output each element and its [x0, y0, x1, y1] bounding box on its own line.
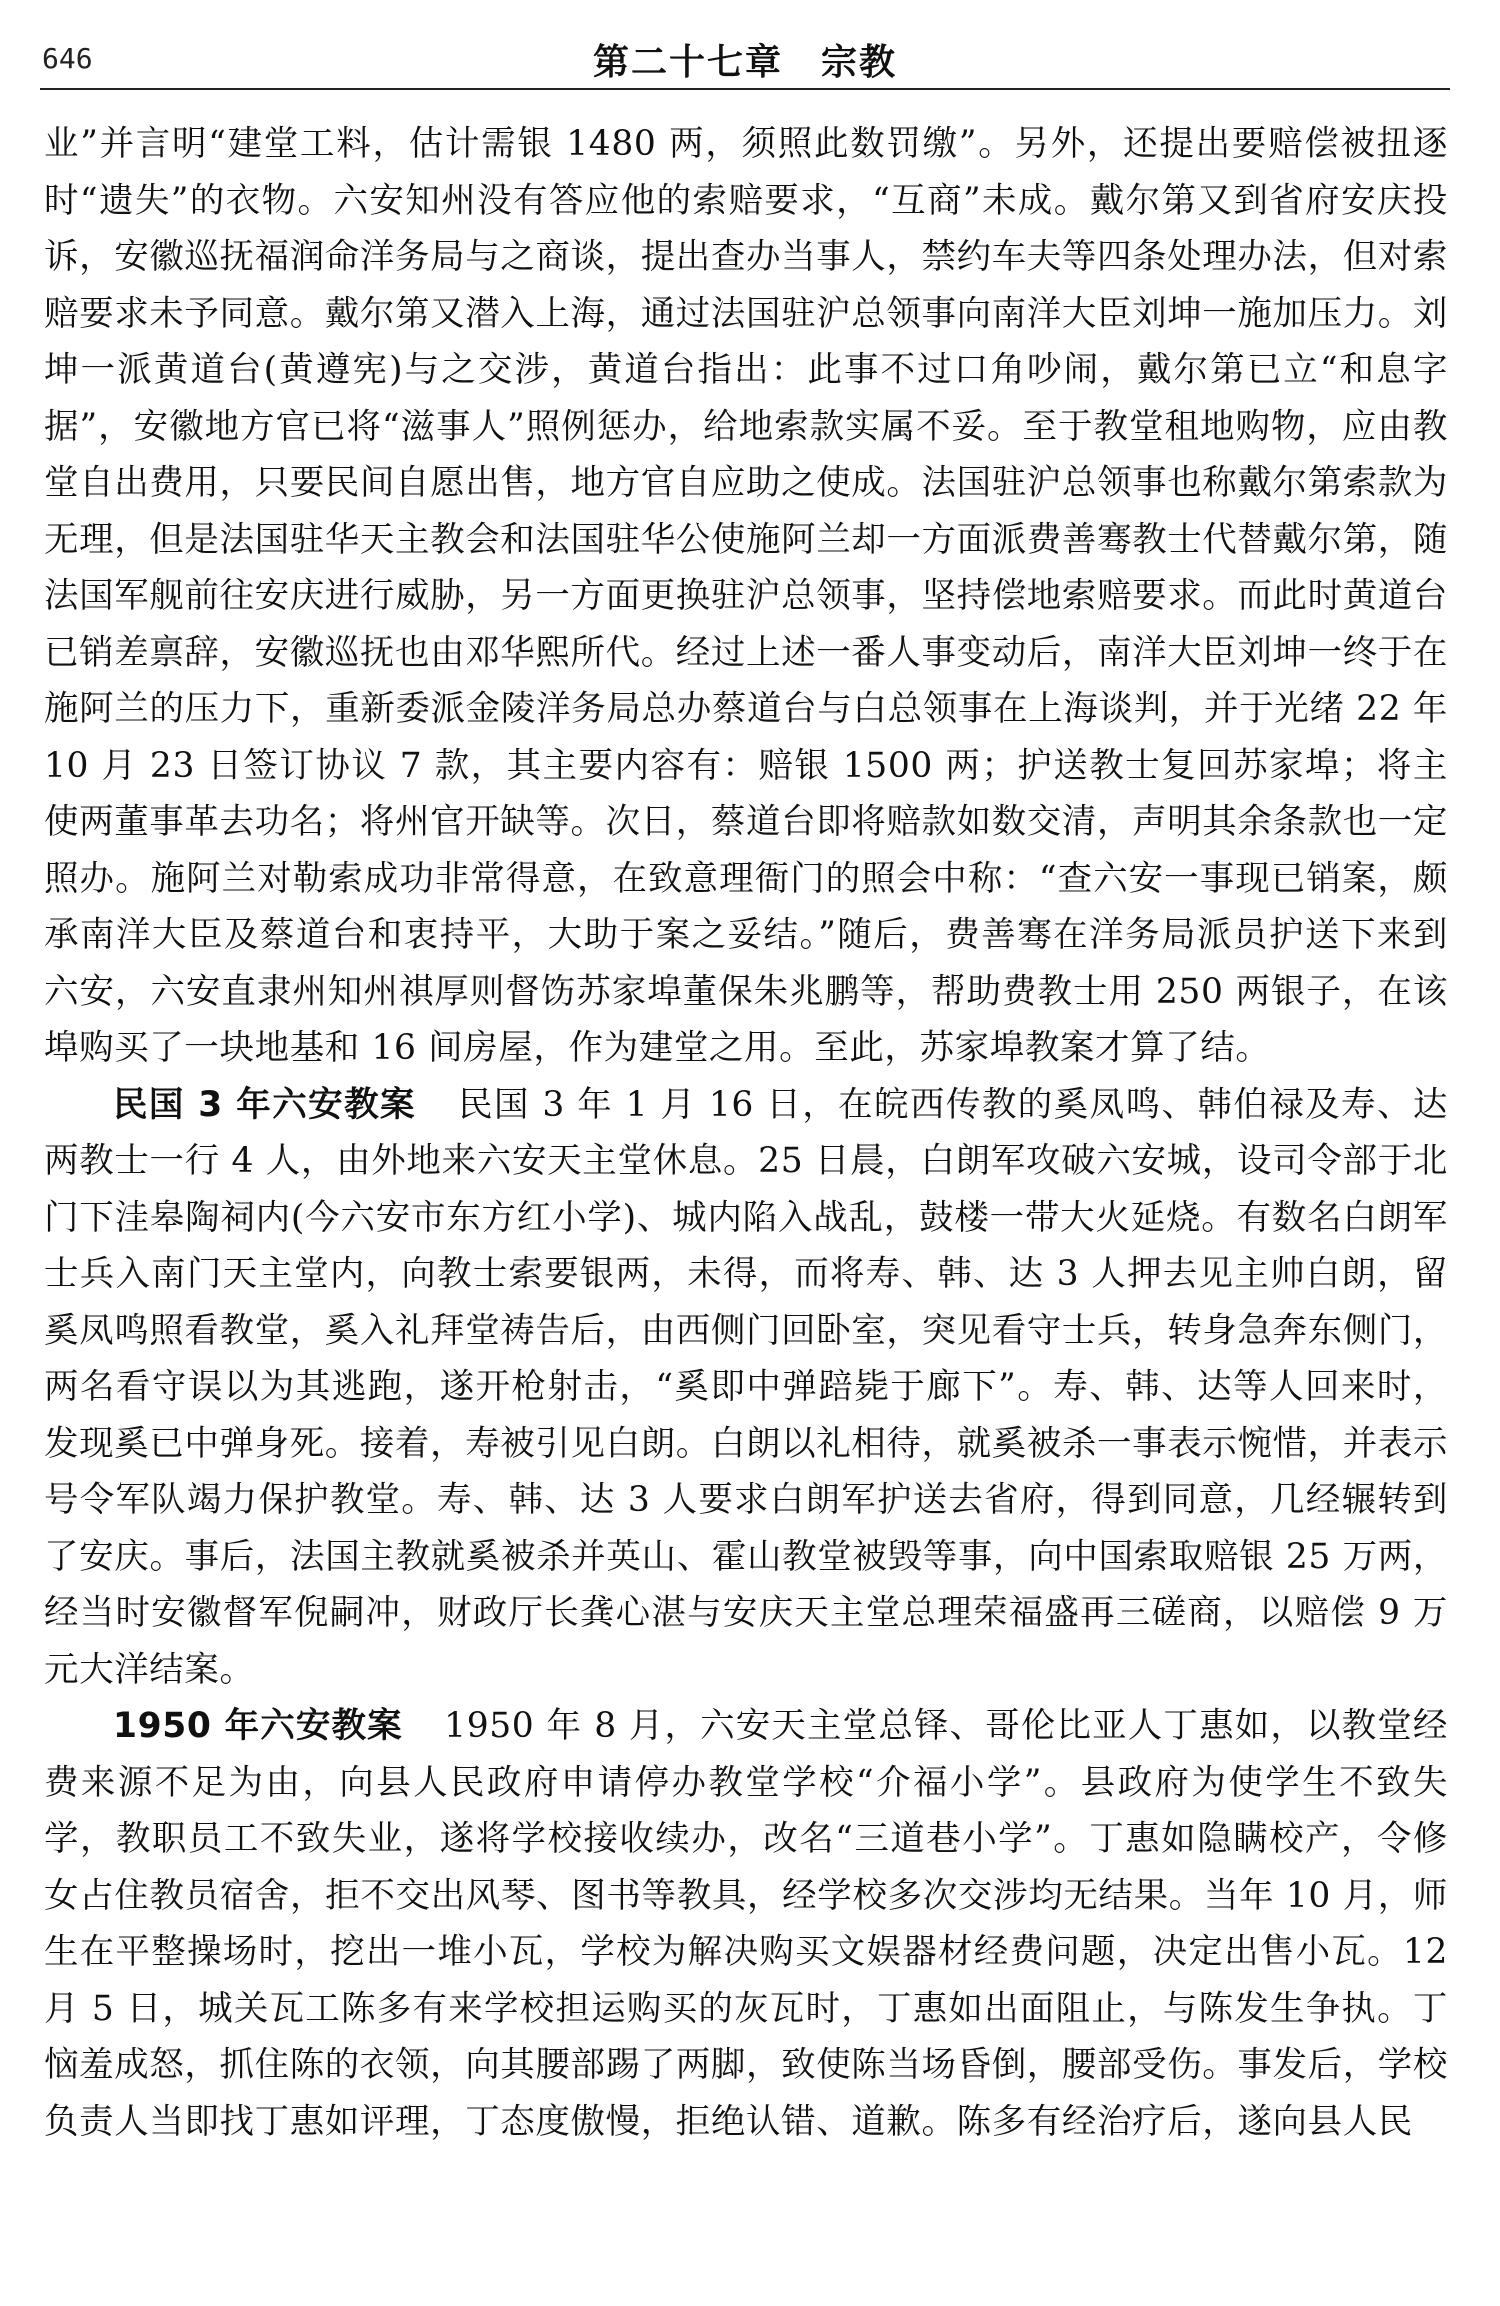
entry-paragraph-minguo-3	[44, 1077, 1448, 1699]
entry-paragraph-1950	[44, 1698, 1448, 2150]
running-title: 第二十七章 宗教	[592, 42, 897, 83]
paragraph-continuation	[44, 116, 1448, 1077]
body-text	[44, 116, 1448, 2150]
paragraph-text: 1950 年 8 月，六安天主堂总铎、哥伦比亚人丁惠如，以教堂经费来源不足为由，向县人民政府申请停办教堂学校“介福小学”。县政府为使学生不致失学，教职员工不致失业，遂将学校接收续办，改名“三道巷小学”。丁惠如隐瞒校产，令修女占住教员宿舍，拒不交出风琴、图书等教具，经学校多次交涉均无结果。当年 10 月，师生在平整操场时，挖出一堆小瓦，学校为解决购买文娱器材经费问题，决定出售小瓦。12 月 5 日，城关瓦工陈多有来学校担运购买的灰瓦时，丁惠如出面阻止，与陈发生争执。丁恼羞成怒，抓住陈的衣领，向其腰部踢了两脚，致使陈当场昏倒，腰部受伤。事发后，学校负责人当即找丁惠如评理，丁态度傲慢，拒绝认错、道歉。陈多有经治疗后，遂向县人民	[44, 1706, 1448, 2142]
page-number: 646	[42, 42, 93, 75]
entry-title: 1950 年六安教案	[113, 1706, 403, 1746]
paragraph-text: 民国 3 年 1 月 16 日，在皖西传教的奚凤鸣、韩伯禄及寿、达两教士一行 4 人，由外地来六安天主堂休息。25 日晨，白朗军攻破六安城，设司令部于北门下洼皋陶祠内(今六安市东方红小学)、城内陷入战乱，鼓楼一带大火延烧。有数名白朗军士兵入南门天主堂内，向教士索要银两，未得，而将寿、韩、达 3 人押去见主帅白朗，留奚凤鸣照看教堂，奚入礼拜堂祷告后，由西侧门回卧室，突见看守士兵，转身急奔东侧门，两名看守误以为其逃跑，遂开枪射击，“奚即中弹踣毙于廊下”。寿、韩、达等人回来时，发现奚已中弹身死。接着，寿被引见白朗。白朗以礼相待，就奚被杀一事表示惋惜，并表示号令军队竭力保护教堂。寿、韩、达 3 人要求白朗军护送去省府，得到同意，几经辗转到了安庆。事后，法国主教就奚被杀并英山、霍山教堂被毁等事，向中国索取赔银 25 万两，经当时安徽督军倪嗣冲，财政厅长龚心湛与安庆天主堂总理荣福盛再三磋商，以赔偿 9 万元大洋结案。	[44, 1084, 1448, 1690]
entry-title: 民国 3 年六安教案	[113, 1084, 416, 1125]
page-header	[40, 30, 1450, 90]
paragraph-text: 业”并言明“建堂工料，估计需银 1480 两，须照此数罚缴”。另外，还提出要赔偿被扭逐时“遗失”的衣物。六安知州没有答应他的索赔要求，“互商”未成。戴尔第又到省府安庆投诉，安徽巡抚福润命洋务局与之商谈，提出查办当事人，禁约车夫等四条处理办法，但对索赔要求未予同意。戴尔第又潜入上海，通过法国驻沪总领事向南洋大臣刘坤一施加压力。刘坤一派黄道台(黄遵宪)与之交涉，黄道台指出：此事不过口角吵闹，戴尔第已立“和息字据”，安徽地方官已将“滋事人”照例惩办，给地索款实属不妥。至于教堂租地购物，应由教堂自出费用，只要民间自愿出售，地方官自应助之使成。法国驻沪总领事也称戴尔第索款为无理，但是法国驻华天主教会和法国驻华公使施阿兰却一方面派费善骞教士代替戴尔第，随法国军舰前往安庆进行威胁，另一方面更换驻沪总领事，坚持偿地索赔要求。而此时黄道台已销差禀辞，安徽巡抚也由邓华熙所代。经过上述一番人事变动后，南洋大臣刘坤一终于在施阿兰的压力下，重新委派金陵洋务局总办蔡道台与白总领事在上海谈判，并于光绪 22 年 10 月 23 日签订协议 7 款，其主要内容有：赔银 1500 两；护送教士复回苏家埠；将主使两董事革去功名；将州官开缺等。次日，蔡道台即将赔款如数交清，声明其余条款也一定照办。施阿兰对勒索成功非常得意，在致意理衙门的照会中称：“查六安一事现已销案，颇承南洋大臣及蔡道台和衷持平，大助于案之妥结。”随后，费善骞在洋务局派员护送下来到六安，六安直隶州知州祺厚则督饬苏家埠董保朱兆鹏等，帮助费教士用 250 两银子，在该埠购买了一块地基和 16 间房屋，作为建堂之用。至此，苏家埠教案才算了结。	[44, 124, 1448, 1068]
